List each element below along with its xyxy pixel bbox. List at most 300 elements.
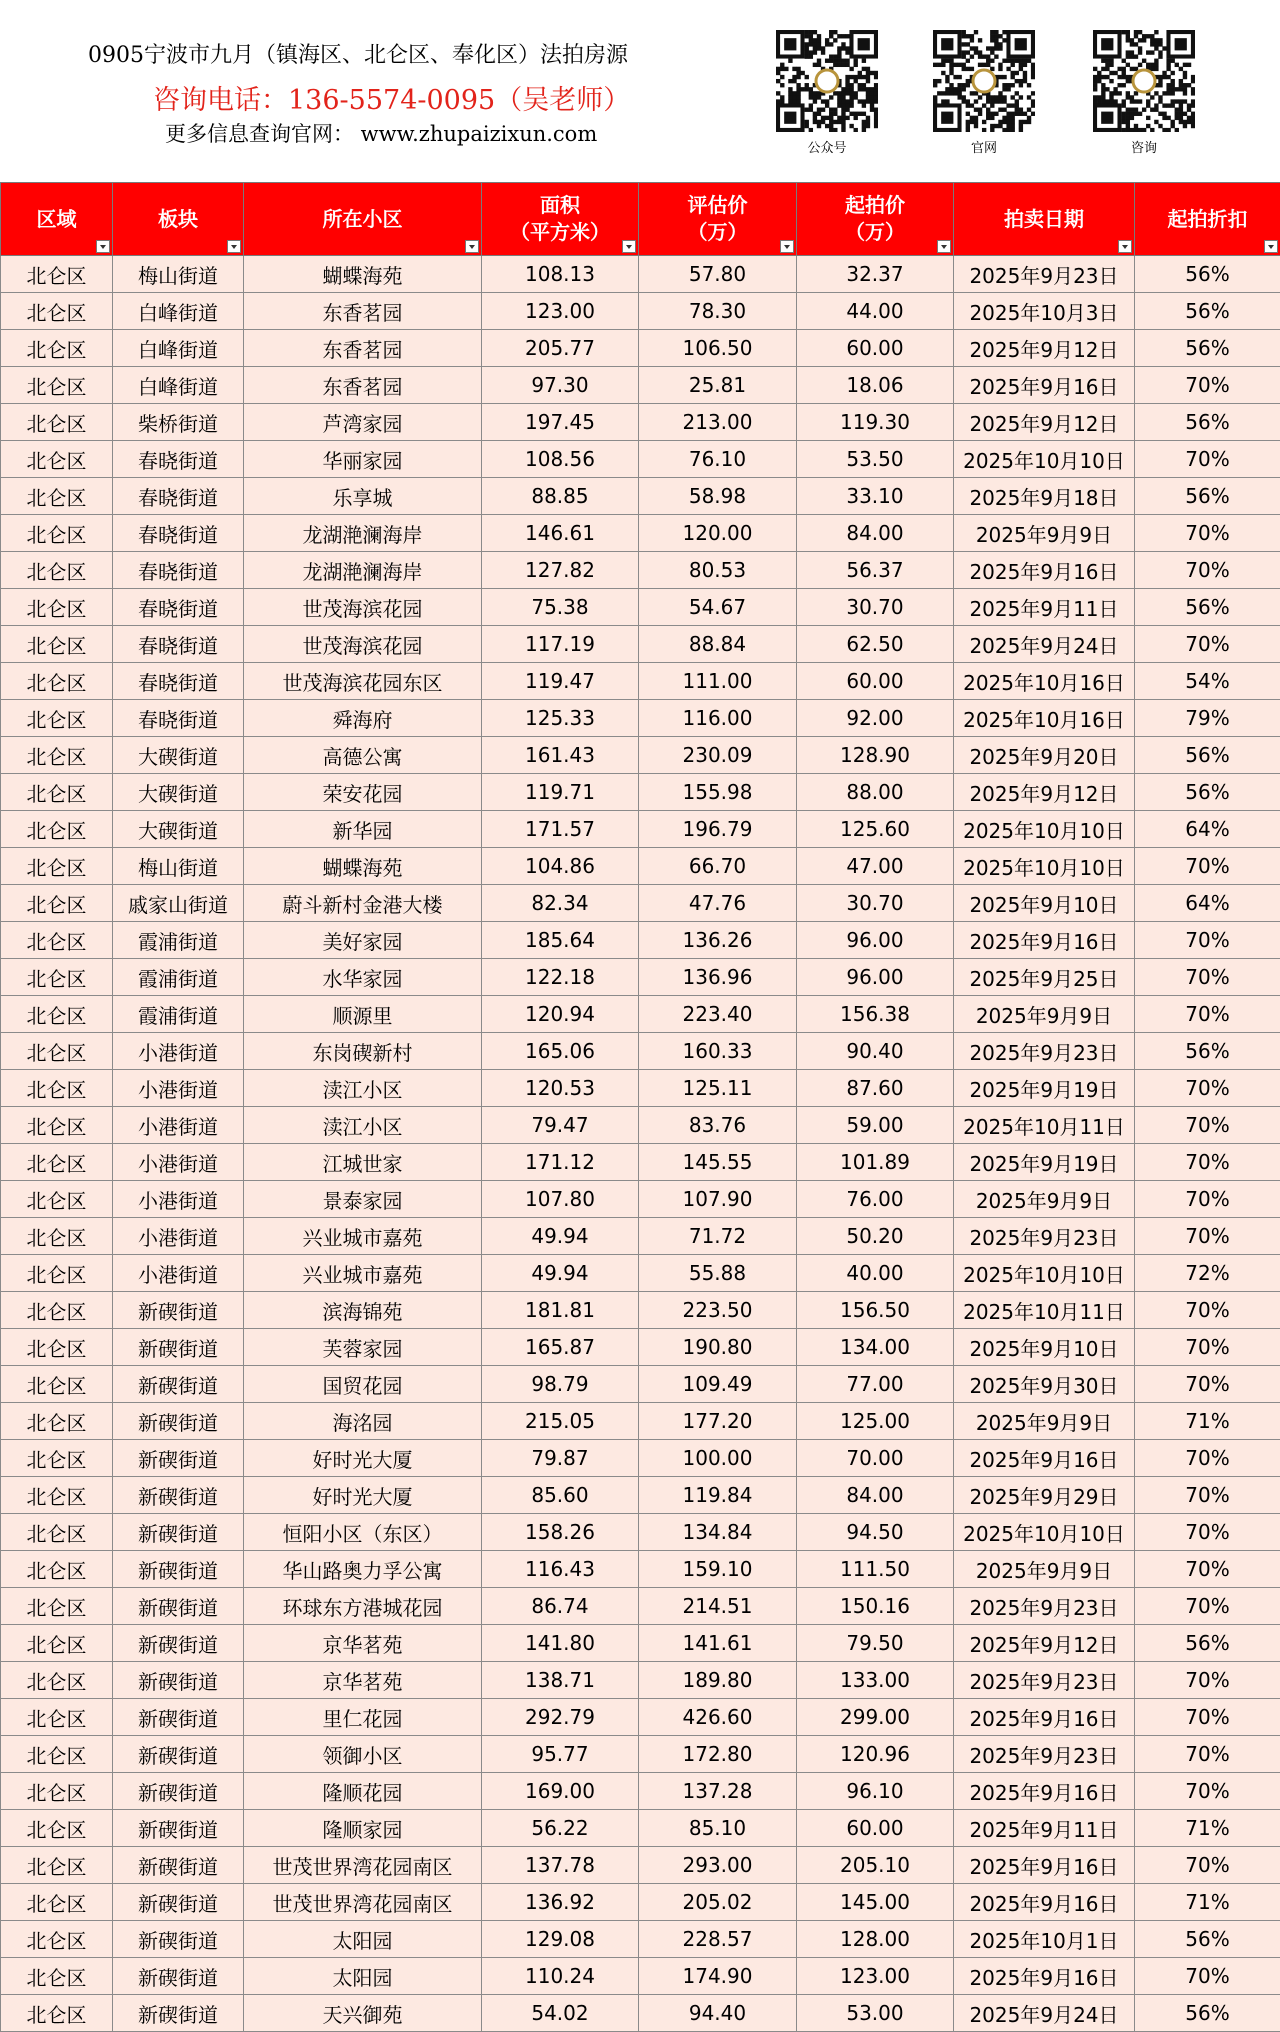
cell-discount: 56% xyxy=(1135,589,1280,626)
cell-appraisal: 230.09 xyxy=(639,737,797,774)
cell-start-price: 120.96 xyxy=(797,1736,954,1773)
cell-district: 北仑区 xyxy=(1,1218,113,1255)
table-row xyxy=(1,1107,1280,1144)
cell-community: 乐享城 xyxy=(244,478,482,515)
cell-district: 北仑区 xyxy=(1,1662,113,1699)
cell-auction-date: 2025年10月10日 xyxy=(954,1255,1135,1292)
column-header-start-price xyxy=(797,183,954,256)
cell-start-price: 50.20 xyxy=(797,1218,954,1255)
cell-start-price: 70.00 xyxy=(797,1440,954,1477)
page-title: 0905宁波市九月（镇海区、北仑区、奉化区）法拍房源 xyxy=(88,38,628,69)
cell-community: 东香茗园 xyxy=(244,367,482,404)
cell-block: 新碶街道 xyxy=(113,1514,244,1551)
cell-appraisal: 85.10 xyxy=(639,1810,797,1847)
cell-discount: 70% xyxy=(1135,1514,1280,1551)
cell-area: 82.34 xyxy=(482,885,639,922)
cell-appraisal: 136.26 xyxy=(639,922,797,959)
cell-discount: 70% xyxy=(1135,552,1280,589)
cell-appraisal: 94.40 xyxy=(639,1995,797,2032)
cell-discount: 56% xyxy=(1135,1921,1280,1958)
cell-appraisal: 196.79 xyxy=(639,811,797,848)
cell-area: 107.80 xyxy=(482,1181,639,1218)
cell-discount: 70% xyxy=(1135,1107,1280,1144)
cell-auction-date: 2025年9月23日 xyxy=(954,1662,1135,1699)
cell-area: 129.08 xyxy=(482,1921,639,1958)
cell-discount: 70% xyxy=(1135,1218,1280,1255)
cell-discount: 56% xyxy=(1135,404,1280,441)
cell-auction-date: 2025年9月11日 xyxy=(954,1810,1135,1847)
cell-appraisal: 47.76 xyxy=(639,885,797,922)
table-row xyxy=(1,996,1280,1033)
table-row xyxy=(1,1958,1280,1995)
table-row xyxy=(1,1218,1280,1255)
table-row xyxy=(1,1292,1280,1329)
cell-district: 北仑区 xyxy=(1,1514,113,1551)
table-row xyxy=(1,1514,1280,1551)
table-row xyxy=(1,1699,1280,1736)
cell-area: 141.80 xyxy=(482,1625,639,1662)
table-row xyxy=(1,885,1280,922)
cell-appraisal: 100.00 xyxy=(639,1440,797,1477)
cell-start-price: 60.00 xyxy=(797,663,954,700)
cell-appraisal: 190.80 xyxy=(639,1329,797,1366)
cell-block: 霞浦街道 xyxy=(113,959,244,996)
cell-block: 新碶街道 xyxy=(113,1736,244,1773)
cell-block: 新碶街道 xyxy=(113,1477,244,1514)
cell-district: 北仑区 xyxy=(1,1144,113,1181)
table-header-row xyxy=(1,183,1280,256)
cell-district: 北仑区 xyxy=(1,1736,113,1773)
cell-auction-date: 2025年9月23日 xyxy=(954,256,1135,293)
cell-discount: 71% xyxy=(1135,1403,1280,1440)
cell-appraisal: 141.61 xyxy=(639,1625,797,1662)
table-row xyxy=(1,1995,1280,2032)
cell-appraisal: 57.80 xyxy=(639,256,797,293)
cell-block: 春晓街道 xyxy=(113,515,244,552)
cell-community: 芙蓉家园 xyxy=(244,1329,482,1366)
cell-appraisal: 205.02 xyxy=(639,1884,797,1921)
cell-block: 新碶街道 xyxy=(113,1551,244,1588)
table-row xyxy=(1,1847,1280,1884)
cell-discount: 56% xyxy=(1135,478,1280,515)
cell-community: 龙湖滟澜海岸 xyxy=(244,552,482,589)
cell-discount: 70% xyxy=(1135,1662,1280,1699)
cell-district: 北仑区 xyxy=(1,922,113,959)
cell-discount: 70% xyxy=(1135,1440,1280,1477)
cell-appraisal: 136.96 xyxy=(639,959,797,996)
cell-auction-date: 2025年10月16日 xyxy=(954,663,1135,700)
cell-area: 119.47 xyxy=(482,663,639,700)
filter-dropdown-icon[interactable] xyxy=(465,240,479,253)
table-row xyxy=(1,1736,1280,1773)
cell-area: 137.78 xyxy=(482,1847,639,1884)
cell-community: 国贸花园 xyxy=(244,1366,482,1403)
cell-start-price: 33.10 xyxy=(797,478,954,515)
cell-discount: 56% xyxy=(1135,293,1280,330)
cell-discount: 70% xyxy=(1135,1551,1280,1588)
cell-appraisal: 120.00 xyxy=(639,515,797,552)
cell-community: 海洺园 xyxy=(244,1403,482,1440)
cell-auction-date: 2025年9月16日 xyxy=(954,1847,1135,1884)
cell-appraisal: 106.50 xyxy=(639,330,797,367)
cell-community: 京华茗苑 xyxy=(244,1662,482,1699)
cell-area: 117.19 xyxy=(482,626,639,663)
cell-area: 171.57 xyxy=(482,811,639,848)
cell-block: 新碶街道 xyxy=(113,1699,244,1736)
cell-district: 北仑区 xyxy=(1,1884,113,1921)
cell-district: 北仑区 xyxy=(1,811,113,848)
cell-appraisal: 214.51 xyxy=(639,1588,797,1625)
cell-area: 108.13 xyxy=(482,256,639,293)
cell-discount: 79% xyxy=(1135,700,1280,737)
cell-community: 蝴蝶海苑 xyxy=(244,848,482,885)
cell-start-price: 59.00 xyxy=(797,1107,954,1144)
table-row xyxy=(1,367,1280,404)
table-row xyxy=(1,959,1280,996)
table-row xyxy=(1,1070,1280,1107)
cell-community: 好时光大厦 xyxy=(244,1477,482,1514)
filter-dropdown-icon[interactable] xyxy=(780,240,794,253)
cell-discount: 70% xyxy=(1135,1847,1280,1884)
cell-start-price: 84.00 xyxy=(797,515,954,552)
cell-block: 春晓街道 xyxy=(113,663,244,700)
cell-district: 北仑区 xyxy=(1,1440,113,1477)
cell-community: 东香茗园 xyxy=(244,330,482,367)
cell-district: 北仑区 xyxy=(1,515,113,552)
cell-area: 185.64 xyxy=(482,922,639,959)
cell-auction-date: 2025年9月16日 xyxy=(954,1773,1135,1810)
website-info: 更多信息查询官网： www.zhupaizixun.com xyxy=(165,118,597,148)
cell-district: 北仑区 xyxy=(1,441,113,478)
cell-auction-date: 2025年9月16日 xyxy=(954,1884,1135,1921)
cell-discount: 56% xyxy=(1135,1625,1280,1662)
cell-discount: 70% xyxy=(1135,1366,1280,1403)
cell-discount: 70% xyxy=(1135,1144,1280,1181)
cell-district: 北仑区 xyxy=(1,1773,113,1810)
cell-district: 北仑区 xyxy=(1,1699,113,1736)
cell-auction-date: 2025年10月11日 xyxy=(954,1107,1135,1144)
cell-auction-date: 2025年10月1日 xyxy=(954,1921,1135,1958)
cell-start-price: 30.70 xyxy=(797,589,954,626)
cell-discount: 56% xyxy=(1135,1033,1280,1070)
cell-appraisal: 76.10 xyxy=(639,441,797,478)
table-row xyxy=(1,1144,1280,1181)
cell-discount: 70% xyxy=(1135,626,1280,663)
cell-block: 霞浦街道 xyxy=(113,922,244,959)
cell-discount: 70% xyxy=(1135,1958,1280,1995)
cell-auction-date: 2025年10月10日 xyxy=(954,441,1135,478)
cell-auction-date: 2025年9月23日 xyxy=(954,1736,1135,1773)
cell-community: 领御小区 xyxy=(244,1736,482,1773)
filter-dropdown-icon[interactable] xyxy=(227,240,241,253)
cell-block: 梅山街道 xyxy=(113,848,244,885)
cell-appraisal: 80.53 xyxy=(639,552,797,589)
cell-community: 好时光大厦 xyxy=(244,1440,482,1477)
cell-area: 158.26 xyxy=(482,1514,639,1551)
cell-auction-date: 2025年9月19日 xyxy=(954,1144,1135,1181)
cell-community: 世茂世界湾花园南区 xyxy=(244,1884,482,1921)
cell-appraisal: 174.90 xyxy=(639,1958,797,1995)
cell-community: 景泰家园 xyxy=(244,1181,482,1218)
table-row xyxy=(1,478,1280,515)
column-header-label: 区域 xyxy=(37,207,77,231)
cell-community: 天兴御苑 xyxy=(244,1995,482,2032)
cell-discount: 64% xyxy=(1135,811,1280,848)
cell-auction-date: 2025年9月16日 xyxy=(954,1958,1135,1995)
cell-auction-date: 2025年9月12日 xyxy=(954,330,1135,367)
table-row xyxy=(1,1255,1280,1292)
column-header-area xyxy=(482,183,639,256)
filter-dropdown-icon[interactable] xyxy=(937,240,951,253)
cell-discount: 70% xyxy=(1135,1292,1280,1329)
cell-auction-date: 2025年10月10日 xyxy=(954,1514,1135,1551)
cell-community: 华丽家园 xyxy=(244,441,482,478)
cell-appraisal: 111.00 xyxy=(639,663,797,700)
cell-auction-date: 2025年9月16日 xyxy=(954,922,1135,959)
cell-district: 北仑区 xyxy=(1,700,113,737)
cell-auction-date: 2025年10月3日 xyxy=(954,293,1135,330)
table-row xyxy=(1,1588,1280,1625)
cell-start-price: 111.50 xyxy=(797,1551,954,1588)
cell-auction-date: 2025年9月9日 xyxy=(954,1551,1135,1588)
cell-community: 美好家园 xyxy=(244,922,482,959)
cell-block: 新碶街道 xyxy=(113,1921,244,1958)
cell-start-price: 128.90 xyxy=(797,737,954,774)
cell-discount: 54% xyxy=(1135,663,1280,700)
cell-discount: 64% xyxy=(1135,885,1280,922)
cell-community: 江城世家 xyxy=(244,1144,482,1181)
cell-district: 北仑区 xyxy=(1,1255,113,1292)
cell-community: 兴业城市嘉苑 xyxy=(244,1255,482,1292)
table-row xyxy=(1,1181,1280,1218)
cell-discount: 70% xyxy=(1135,441,1280,478)
cell-start-price: 56.37 xyxy=(797,552,954,589)
table-row xyxy=(1,626,1280,663)
cell-district: 北仑区 xyxy=(1,1181,113,1218)
cell-area: 75.38 xyxy=(482,589,639,626)
cell-appraisal: 228.57 xyxy=(639,1921,797,1958)
cell-community: 恒阳小区（东区） xyxy=(244,1514,482,1551)
cell-appraisal: 83.76 xyxy=(639,1107,797,1144)
cell-start-price: 18.06 xyxy=(797,367,954,404)
cell-appraisal: 177.20 xyxy=(639,1403,797,1440)
cell-auction-date: 2025年9月23日 xyxy=(954,1588,1135,1625)
cell-appraisal: 160.33 xyxy=(639,1033,797,1070)
cell-start-price: 60.00 xyxy=(797,330,954,367)
cell-area: 165.06 xyxy=(482,1033,639,1070)
table-row xyxy=(1,1551,1280,1588)
cell-auction-date: 2025年9月29日 xyxy=(954,1477,1135,1514)
cell-appraisal: 223.40 xyxy=(639,996,797,1033)
cell-auction-date: 2025年9月16日 xyxy=(954,367,1135,404)
cell-district: 北仑区 xyxy=(1,1403,113,1440)
cell-district: 北仑区 xyxy=(1,1921,113,1958)
table-row xyxy=(1,1329,1280,1366)
cell-community: 蔚斗新村金港大楼 xyxy=(244,885,482,922)
cell-community: 蝴蝶海苑 xyxy=(244,256,482,293)
cell-discount: 70% xyxy=(1135,959,1280,996)
cell-auction-date: 2025年9月10日 xyxy=(954,1329,1135,1366)
cell-district: 北仑区 xyxy=(1,589,113,626)
cell-community: 里仁花园 xyxy=(244,1699,482,1736)
cell-discount: 70% xyxy=(1135,367,1280,404)
cell-community: 东岗碶新村 xyxy=(244,1033,482,1070)
cell-appraisal: 172.80 xyxy=(639,1736,797,1773)
cell-auction-date: 2025年9月9日 xyxy=(954,515,1135,552)
cell-area: 54.02 xyxy=(482,1995,639,2032)
page-header xyxy=(0,0,1280,182)
cell-area: 116.43 xyxy=(482,1551,639,1588)
table-row xyxy=(1,256,1280,293)
cell-community: 高德公寓 xyxy=(244,737,482,774)
cell-start-price: 60.00 xyxy=(797,1810,954,1847)
cell-area: 169.00 xyxy=(482,1773,639,1810)
cell-appraisal: 25.81 xyxy=(639,367,797,404)
cell-start-price: 77.00 xyxy=(797,1366,954,1403)
cell-area: 79.47 xyxy=(482,1107,639,1144)
cell-appraisal: 223.50 xyxy=(639,1292,797,1329)
cell-discount: 70% xyxy=(1135,922,1280,959)
cell-auction-date: 2025年10月11日 xyxy=(954,1292,1135,1329)
column-header-appraisal xyxy=(639,183,797,256)
cell-community: 太阳园 xyxy=(244,1921,482,1958)
cell-district: 北仑区 xyxy=(1,774,113,811)
cell-community: 新华园 xyxy=(244,811,482,848)
cell-start-price: 101.89 xyxy=(797,1144,954,1181)
cell-area: 85.60 xyxy=(482,1477,639,1514)
cell-block: 白峰街道 xyxy=(113,367,244,404)
cell-start-price: 44.00 xyxy=(797,293,954,330)
cell-block: 新碶街道 xyxy=(113,1403,244,1440)
cell-block: 小港街道 xyxy=(113,1218,244,1255)
cell-appraisal: 55.88 xyxy=(639,1255,797,1292)
cell-area: 119.71 xyxy=(482,774,639,811)
cell-district: 北仑区 xyxy=(1,1033,113,1070)
cell-area: 98.79 xyxy=(482,1366,639,1403)
cell-start-price: 94.50 xyxy=(797,1514,954,1551)
cell-area: 292.79 xyxy=(482,1699,639,1736)
cell-area: 165.87 xyxy=(482,1329,639,1366)
table-row xyxy=(1,737,1280,774)
cell-discount: 70% xyxy=(1135,1181,1280,1218)
qr-label-wechat: 公众号 xyxy=(776,137,878,156)
cell-auction-date: 2025年9月10日 xyxy=(954,885,1135,922)
cell-community: 京华茗苑 xyxy=(244,1625,482,1662)
cell-block: 新碶街道 xyxy=(113,1810,244,1847)
cell-auction-date: 2025年9月23日 xyxy=(954,1218,1135,1255)
cell-area: 104.86 xyxy=(482,848,639,885)
cell-appraisal: 54.67 xyxy=(639,589,797,626)
cell-appraisal: 426.60 xyxy=(639,1699,797,1736)
cell-district: 北仑区 xyxy=(1,293,113,330)
cell-start-price: 125.00 xyxy=(797,1403,954,1440)
cell-area: 56.22 xyxy=(482,1810,639,1847)
cell-district: 北仑区 xyxy=(1,367,113,404)
cell-area: 123.00 xyxy=(482,293,639,330)
cell-block: 新碶街道 xyxy=(113,1847,244,1884)
cell-area: 49.94 xyxy=(482,1255,639,1292)
cell-appraisal: 137.28 xyxy=(639,1773,797,1810)
cell-discount: 71% xyxy=(1135,1810,1280,1847)
filter-dropdown-icon[interactable] xyxy=(96,240,110,253)
cell-area: 171.12 xyxy=(482,1144,639,1181)
column-header-district xyxy=(1,183,113,256)
table-row xyxy=(1,774,1280,811)
table-row xyxy=(1,330,1280,367)
cell-community: 世茂海滨花园东区 xyxy=(244,663,482,700)
cell-auction-date: 2025年9月16日 xyxy=(954,552,1135,589)
table-row xyxy=(1,922,1280,959)
cell-community: 东香茗园 xyxy=(244,293,482,330)
cell-community: 芦湾家园 xyxy=(244,404,482,441)
table-row xyxy=(1,1366,1280,1403)
column-header-label: 面积 （平方米） xyxy=(510,193,610,244)
cell-appraisal: 213.00 xyxy=(639,404,797,441)
cell-block: 春晓街道 xyxy=(113,478,244,515)
cell-area: 127.82 xyxy=(482,552,639,589)
cell-auction-date: 2025年9月24日 xyxy=(954,1995,1135,2032)
table-row xyxy=(1,1477,1280,1514)
cell-community: 荣安花园 xyxy=(244,774,482,811)
cell-community: 兴业城市嘉苑 xyxy=(244,1218,482,1255)
cell-district: 北仑区 xyxy=(1,1366,113,1403)
cell-block: 春晓街道 xyxy=(113,700,244,737)
cell-appraisal: 125.11 xyxy=(639,1070,797,1107)
cell-discount: 72% xyxy=(1135,1255,1280,1292)
cell-district: 北仑区 xyxy=(1,1107,113,1144)
cell-discount: 70% xyxy=(1135,996,1280,1033)
cell-area: 120.94 xyxy=(482,996,639,1033)
cell-area: 136.92 xyxy=(482,1884,639,1921)
cell-district: 北仑区 xyxy=(1,1958,113,1995)
auction-listings-table xyxy=(0,182,1280,2032)
cell-district: 北仑区 xyxy=(1,330,113,367)
table-row xyxy=(1,293,1280,330)
cell-block: 小港街道 xyxy=(113,1070,244,1107)
cell-block: 霞浦街道 xyxy=(113,996,244,1033)
cell-start-price: 150.16 xyxy=(797,1588,954,1625)
filter-dropdown-icon[interactable] xyxy=(622,240,636,253)
table-row xyxy=(1,811,1280,848)
cell-area: 197.45 xyxy=(482,404,639,441)
filter-dropdown-icon[interactable] xyxy=(1264,240,1278,253)
cell-block: 新碶街道 xyxy=(113,1884,244,1921)
cell-start-price: 84.00 xyxy=(797,1477,954,1514)
cell-block: 新碶街道 xyxy=(113,1329,244,1366)
cell-area: 205.77 xyxy=(482,330,639,367)
cell-discount: 70% xyxy=(1135,1329,1280,1366)
cell-block: 新碶街道 xyxy=(113,1662,244,1699)
cell-block: 新碶街道 xyxy=(113,1995,244,2032)
consult-phone: 咨询电话：136-5574-0095（吴老师） xyxy=(153,78,630,117)
cell-start-price: 47.00 xyxy=(797,848,954,885)
cell-district: 北仑区 xyxy=(1,626,113,663)
cell-district: 北仑区 xyxy=(1,663,113,700)
table-row xyxy=(1,848,1280,885)
qr-label-website: 官网 xyxy=(933,137,1035,156)
cell-block: 小港街道 xyxy=(113,1144,244,1181)
cell-district: 北仑区 xyxy=(1,1551,113,1588)
cell-district: 北仑区 xyxy=(1,1995,113,2032)
cell-appraisal: 71.72 xyxy=(639,1218,797,1255)
filter-dropdown-icon[interactable] xyxy=(1118,240,1132,253)
table-body xyxy=(1,256,1280,2032)
table-row xyxy=(1,441,1280,478)
table-row xyxy=(1,1033,1280,1070)
cell-start-price: 119.30 xyxy=(797,404,954,441)
cell-start-price: 134.00 xyxy=(797,1329,954,1366)
cell-district: 北仑区 xyxy=(1,885,113,922)
